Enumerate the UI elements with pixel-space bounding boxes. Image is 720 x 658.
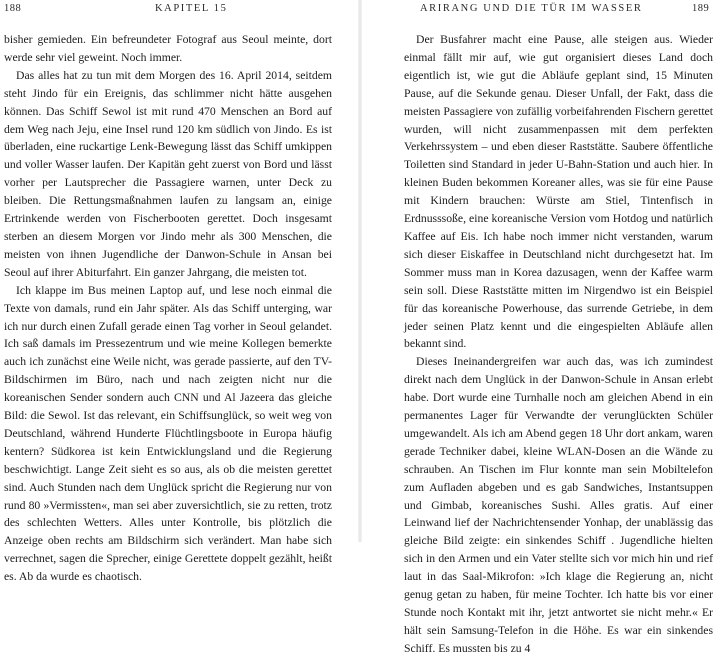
right-paragraph-1: Der Busfahrer macht eine Pause, alle steigen aus. Wieder einmal fällt mir auf, wie gut organisiert dieses Land doch eigentlich ist, wie gut die Abläufe geplant sind, 15 Minuten Pause, auf die Sekunde genau. Dieser Unfall, der Fakt, dass die meisten Passagiere von zufällig vorbeifahrenden Fischern gerettet wurden, will nicht zusammenpassen mit dem perfekten Verkehrssystem – und eben dieser Raststätte. Saubere öffentliche Toiletten sind Standard in jeder U-Bahn-Station und auch hier. In kleinen Buden bekommen Koreaner alles, was sie für eine Pause mit Kindern brauchen: Würste am Stiel, Tintenfisch in Erdnusssoße, eine koreanische Version vom Hotdog und natürlich Kaffee auf Eis. Ich habe noch immer nicht verstanden, warum sich dieser Eiskaffee in Deutschland nicht durchgesetzt hat. Im Sommer muss man in Korea dazusagen, wenn der Kaffee warm sein soll. Diese Raststätte mitten im Nirgendwo ist ein Beispiel für das koreanische Powerhouse, das surrende Getriebe, in dem jeder seinen Platz kennt und die eingespielten Abläufe allen bekannt sind.: [404, 33, 713, 351]
left-page-number: 188: [4, 3, 22, 14]
right-paragraph-2: Dieses Ineinandergreifen war auch das, was ich zumindest direkt nach dem Unglück in der Danwon-Schule in Ansan erlebt habe. Dort wurde eine Turnhalle noch am gleichen Abend in ein permanentes Lager für Verwandte der verunglückten Schüler umgewandelt. Als ich am Abend gegen 18 Uhr dort ankam, waren gerade Techniker dabei, kleine WLAN-Dosen an die Wände zu schrauben. An Tischen im Flur konnte man sein Mobiltelefon zum Aufladen abgeben und es gab Sandwiches, Instantsuppen und Gimbab, koreanisches Sushi. Alles gratis. Auf einer Leinwand lief der Nachrichtensender Yonhap, der unablässig das gleiche Bild zeigte: ein sinkendes Schiff . Jugendliche hielten sich in den Armen und ein Vater stellte sich vor mich hin und rief laut in das Saal-Mikrofon: »Ich klage die Regierung an, nicht genug getan zu haben, für meine Tochter. Ich hatte bis vor einer Stunde noch Kontakt mit ihr, jetzt antwortet sie nicht mehr.« Er hält sein Samsung-Telefon in die Höhe. Es war ein sinkendes Schiff. Es mussten bis zu 4: [404, 355, 713, 655]
left-paragraph-1: bisher gemieden. Ein befreundeter Fotograf aus Seoul meinte, dort werde sehr viel geweint. Noch immer.: [4, 33, 332, 64]
left-running-title: KAPITEL 15: [155, 3, 228, 14]
left-paragraph-3: Ich klappe im Bus meinen Laptop auf, und lese noch einmal die Texte von damals, rund ein Jahr später. Als das Schiff unterging, war ich nur durch einen Zufall gerade einen Tag vorher in Seoul gelandet. Ich saß damals im Pressezentrum und wie meine Kollegen bemerkte auch ich zunächst eine Weile nicht, was gerade passierte, auf den TV-Bildschirmen im Büro, nach und nach zeigten nicht nur die koreanischen Sender sondern auch CNN und Al Jazeera das gleiche Bild: die Sewol. Ist das relevant, ein Schiffsunglück, so weit weg von Deutschland, während Hunderte Flüchtlingsboote in Europa häufig kentern? Südkorea ist kein Entwicklungsland und die Regierung beschwichtigt. Lange Zeit sieht es so aus, als ob die meisten gerettet sind. Auch Stunden nach dem Unglück spricht die Regierung nur von rund 80 »Vermissten«, man sei aber zuversichtlich, sie zu retten, trotz des schlechten Wetters. Alles unter Kontrolle, bis plötzlich die Anzeige oben rechts am Bildschirm sich verändert. Man habe sich verrechnet, sagen die Sprecher, einige Gerettete doppelt gezählt, heißt es. Ab da wurde es chaotisch.: [4, 283, 332, 584]
left-page-body: [4, 31, 332, 586]
left-paragraph-2: Das alles hat zu tun mit dem Morgen des 16. April 2014, seitdem steht Jindo für ein Ereignis, das schlimmer nicht hätte ausgehen können. Das Schiff Sewol ist mit rund 470 Menschen an Bord auf dem Weg nach Jeju, eine Insel rund 120 km südlich von Jindo. Es ist überladen, eine ruckartige Lenk-Bewegung lässt das Schiff umkippen und voller Wasser laufen. Der Kapitän geht zuerst von Bord und lässt vorher per Lautsprecher die Passagiere warnen, unter Deck zu bleiben. Die Rettungsmaßnahmen laufen zu langsam an, einige Ertrinkende werden von Fischerbooten gerettet. Doch insgesamt sterben an diesem Morgen vor Jindo mehr als 300 Menschen, die meisten von ihnen Jugendliche der Danwon-Schule in Ansan bei Seoul auf ihrer Abiturfahrt. Ein ganzer Jahrgang, die meisten tot.: [4, 68, 332, 279]
right-page-number: 189: [692, 3, 710, 14]
book-gutter: [358, 0, 362, 542]
right-running-title: ARIRANG UND DIE TÜR IM WASSER: [420, 3, 643, 14]
right-page-body: [404, 31, 713, 658]
